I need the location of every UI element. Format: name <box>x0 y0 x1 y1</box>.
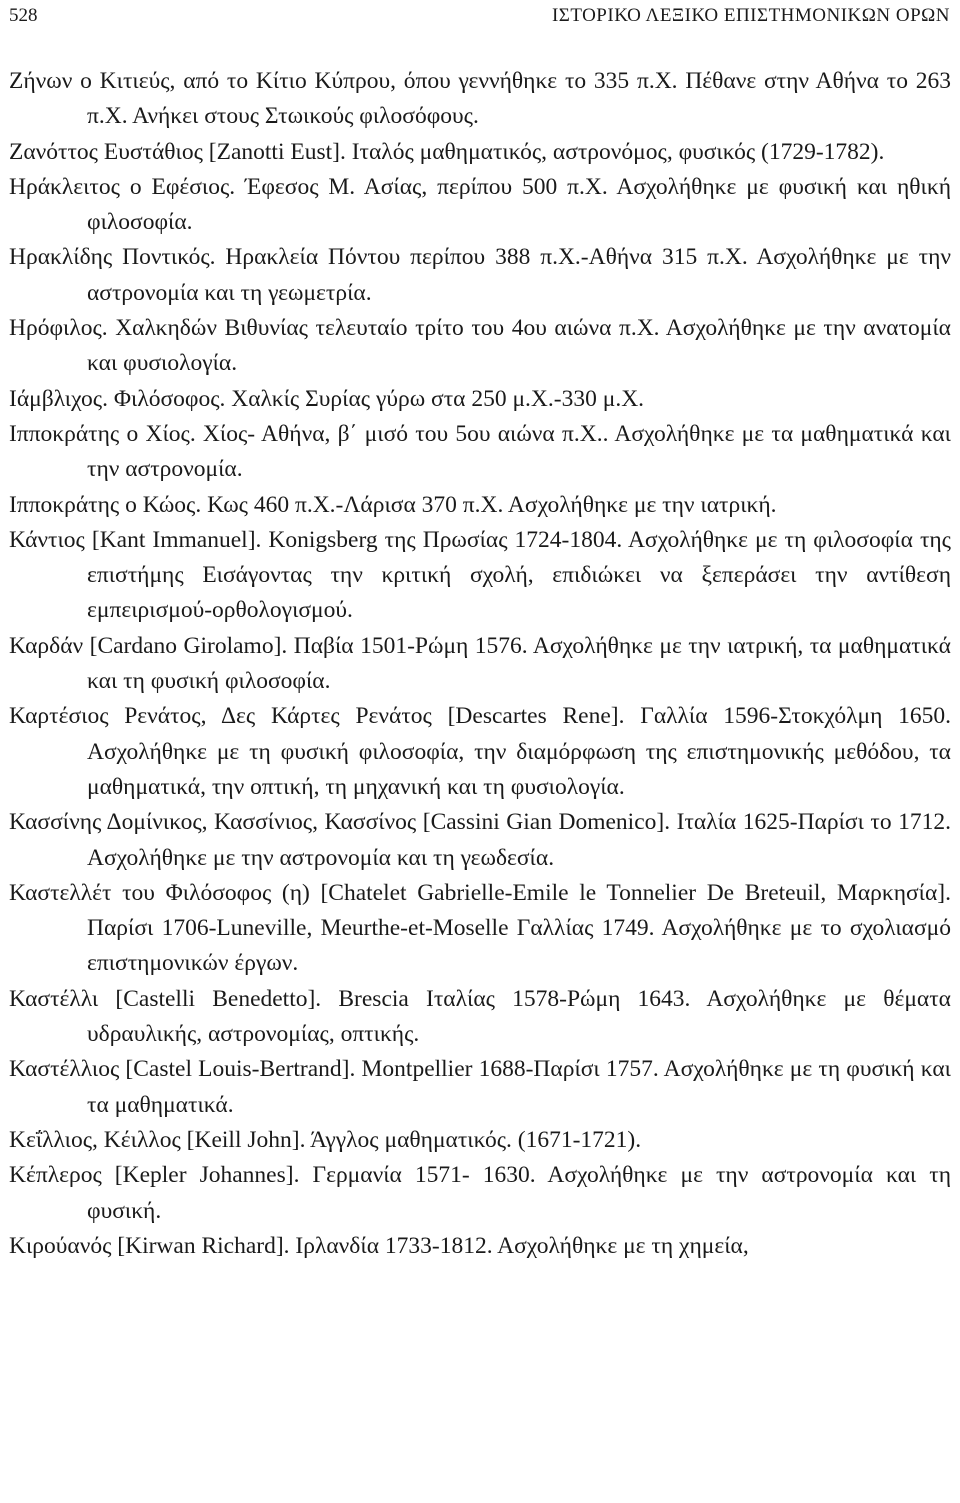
glossary-entry: Ηράκλειτος ο Εφέσιος. Έφεσος Μ. Ασίας, περίπου 500 π.Χ. Ασχολήθηκε με φυσική και ηθική φιλοσοφία. <box>9 173 951 236</box>
glossary-entry: Καρτέσιος Ρενάτος, Δες Κάρτες Ρενάτος [Descartes Rene]. Γαλλία 1596-Στοκχόλμη 1650. Ασχολήθηκε με τη φυσική φιλοσοφία, την διαμόρφωση της επιστημονικής μεθόδου, τα μαθηματικά, την οπτική, τη μηχανική και τη φυσιολογία. <box>9 703 951 800</box>
glossary-entry: Ιπποκράτης ο Χίος. Χίος- Αθήνα, β΄ μισό του 5ου αιώνα π.Χ.. Ασχολήθηκε με τα μαθηματικά και την αστρονομία. <box>9 420 951 483</box>
glossary-entry: Καρδάν [Cardano Girolamo]. Παβία 1501-Ρώμη 1576. Ασχολήθηκε με την ιατρική, τα μαθηματικά και τη φυσική φιλοσοφία. <box>9 632 951 695</box>
running-head <box>9 4 950 28</box>
glossary-entry: Κάντιος [Kant Immanuel]. Konigsberg της Πρωσίας 1724-1804. Ασχολήθηκε με τη φιλοσοφία της επιστήμης Εισάγοντας την κριτική σχολή, επιδιώκει να ξεπεράσει την αντίθεση εμπειρισμού-ορθολογισμού. <box>9 526 951 624</box>
glossary-entry: Κεΐλλιος, Κέιλλος [Keill John]. Άγγλος μαθηματικός. (1671-1721). <box>9 1126 642 1153</box>
glossary-entry: Καστέλλιος [Castel Louis-Bertrand]. Montpellier 1688-Παρίσι 1757. Ασχολήθηκε με τη φυσική και τα μαθηματικά. <box>9 1056 951 1118</box>
glossary-entry: Καστέλλι [Castelli Benedetto]. Brescia Ιταλίας 1578-Ρώμη 1643. Ασχολήθηκε με θέματα υδραυλικής, αστρονομίας, οπτικής. <box>9 985 951 1048</box>
glossary-entry: Καστελλέτ του Φιλόσοφος (η) [Chatelet Gabrielle-Emile le Tonnelier De Breteuil, Μαρκησία]. Παρίσι 1706-Luneville, Meurthe-et-Moselle Γαλλίας 1749. Ασχολήθηκε με το σχολιασμό επιστημονικών έργων. <box>9 879 951 977</box>
glossary-entries <box>9 64 951 1264</box>
glossary-entry: Ηρακλίδης Ποντικός. Ηρακλεία Πόντου περίπου 388 π.Χ.-Αθήνα 315 π.Χ. Ασχολήθηκε με την αστρονομία και τη γεωμετρία. <box>9 244 951 306</box>
running-title: ΙΣΤΟΡΙΚΟ ΛΕΞΙΚΟ ΕΠΙΣΤΗΜΟΝΙΚΩΝ ΟΡΩΝ <box>551 5 950 26</box>
glossary-entry: Ζανόττος Ευστάθιος [Zanotti Eust]. Ιταλός μαθηματικός, αστρονόμος, φυσικός (1729-1782). <box>9 138 885 165</box>
glossary-entry: Ιπποκράτης ο Κώος. Κως 460 π.Χ.-Λάρισα 370 π.Χ. Ασχολήθηκε με την ιατρική. <box>9 491 777 518</box>
glossary-entry: Κέπλερος [Kepler Johannes]. Γερμανία 1571- 1630. Ασχολήθηκε με την αστρονομία και τη φυσική. <box>9 1162 951 1224</box>
glossary-entry: Κασσίνης Δομίνικος, Κασσίνιος, Κασσίνος [Cassini Gian Domenico]. Ιταλία 1625-Παρίσι το 1712. Ασχολήθηκε με την αστρονομία και τη γεωδεσία. <box>9 809 951 871</box>
glossary-entry: Ζήνων ο Κιτιεύς, από το Κίτιο Κύπρου, όπου γεννήθηκε το 335 π.Χ. Πέθανε στην Αθήνα το 263 π.Χ. Ανήκει στους Στωικούς φιλοσόφους. <box>9 68 951 130</box>
glossary-entry: Ιάμβλιχος. Φιλόσοφος. Χαλκίς Συρίας γύρω στα 250 μ.Χ.-330 μ.Χ. <box>9 385 645 412</box>
glossary-entry: Κιρούανός [Kirwan Richard]. Ιρλανδία 1733-1812. Ασχολήθηκε με τη χημεία, <box>9 1232 749 1259</box>
page-number: 528 <box>9 5 38 26</box>
glossary-entry: Ηρόφιλος. Χαλκηδών Βιθυνίας τελευταίο τρίτο του 4ου αιώνα π.Χ. Ασχολήθηκε με την ανατομία και φυσιολογία. <box>9 315 951 377</box>
